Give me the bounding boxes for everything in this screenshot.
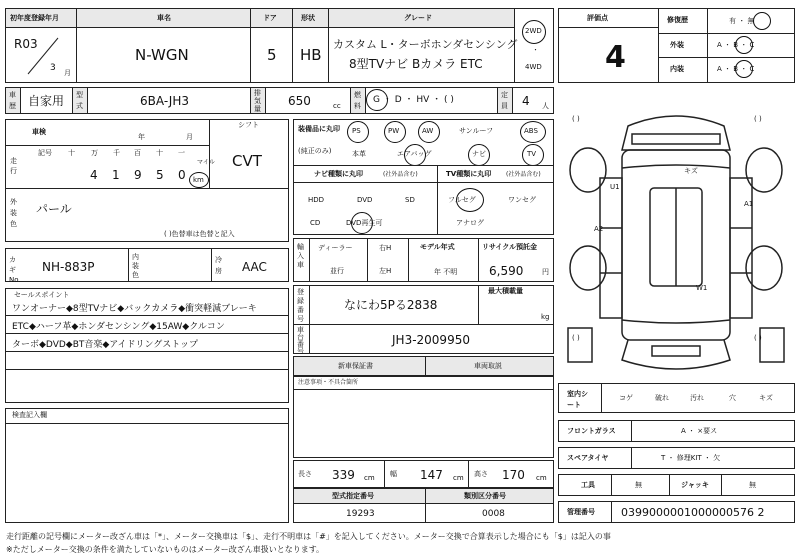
control-row bbox=[558, 501, 795, 523]
shift-label: シフト bbox=[238, 121, 259, 129]
repair-label: 修復歴 bbox=[667, 16, 688, 24]
car-diagram bbox=[558, 88, 795, 380]
class-header bbox=[425, 488, 554, 504]
model-year-label: モデル年式 bbox=[420, 243, 455, 251]
color-cell bbox=[5, 188, 289, 242]
tv-analog: アナログ bbox=[456, 219, 484, 227]
car-diagram-svg bbox=[558, 88, 795, 380]
navi-type-label: ナビ種類に丸印 bbox=[314, 170, 363, 178]
seat-row bbox=[558, 383, 795, 413]
shaken-cell bbox=[5, 119, 210, 146]
grade-cell bbox=[328, 27, 518, 83]
mileage-cell bbox=[5, 145, 215, 189]
seat-option-2: 破れ bbox=[655, 394, 669, 402]
import-dealer: ディーラー bbox=[318, 244, 353, 252]
recycle-value: 6,590 bbox=[489, 264, 524, 278]
repair-none-circle bbox=[753, 12, 771, 30]
sales-point-line-3: ターボ◆DVD◆BT音楽◆アイドリングストップ bbox=[12, 340, 198, 350]
dimensions-row bbox=[293, 460, 554, 488]
first-reg-header bbox=[5, 8, 77, 28]
key-label: カギNo. bbox=[9, 256, 21, 284]
svg-text:( ): ( ) bbox=[572, 115, 580, 123]
equipment-sublabel: (純正のみ) bbox=[298, 147, 332, 155]
mileage-unit-4: 百 bbox=[134, 149, 141, 157]
score-label: 評価点 bbox=[587, 14, 608, 22]
first-reg-month: 3 bbox=[50, 63, 56, 73]
capacity-unit: 人 bbox=[542, 102, 549, 110]
warranty-cell bbox=[293, 356, 426, 376]
manual-cell bbox=[425, 356, 554, 376]
width-unit: cm bbox=[453, 474, 464, 482]
import-label: 輸入車 bbox=[297, 243, 304, 269]
doors-value: 5 bbox=[267, 46, 277, 64]
grade-line1: カスタム L・ターボホンダセンシング bbox=[333, 38, 518, 51]
max-load-unit: kg bbox=[541, 313, 550, 321]
displacement-value: 650 bbox=[288, 94, 311, 108]
model-value: 6BA-JH3 bbox=[140, 94, 190, 108]
interior-scale: A ・ B ・ C bbox=[717, 65, 755, 73]
color-value: パール bbox=[36, 202, 72, 216]
model-header bbox=[72, 87, 88, 114]
sales-points-box bbox=[5, 288, 289, 403]
type-designation-header bbox=[293, 488, 426, 504]
mileage-digit-5: 0 bbox=[178, 168, 186, 182]
score-value: 4 bbox=[605, 40, 626, 75]
tools-label: 工具 bbox=[581, 481, 595, 489]
equip-airbag: エアバッグ bbox=[397, 150, 432, 158]
jack-label: ジャッキ bbox=[681, 481, 709, 489]
spare-label: スペアタイヤ bbox=[567, 454, 609, 462]
recycle-unit: 円 bbox=[542, 268, 549, 276]
fuel-label: 燃料 bbox=[354, 91, 361, 110]
mileage-unit-1: 十 bbox=[68, 149, 75, 157]
mileage-digit-3: 9 bbox=[134, 168, 142, 182]
type-designation-cell bbox=[293, 503, 426, 523]
tv-fullseg: フルセグ bbox=[448, 196, 476, 204]
class-label: 類別区分番号 bbox=[464, 492, 506, 500]
mark-w1: W1 bbox=[696, 284, 708, 292]
mileage-unit-5: 十 bbox=[156, 149, 163, 157]
type-designation-label: 型式指定番号 bbox=[332, 492, 374, 500]
control-label: 管理番号 bbox=[567, 508, 595, 516]
jack-value: 無 bbox=[749, 481, 756, 489]
navi-dvd: DVD bbox=[357, 196, 373, 204]
mileage-km: km bbox=[193, 176, 204, 184]
shaken-label: 車検 bbox=[32, 128, 46, 136]
class-value: 0008 bbox=[482, 509, 505, 519]
shift-value: CVT bbox=[232, 152, 262, 170]
capacity-value: 4 bbox=[522, 94, 530, 108]
mileage-digit-1: 4 bbox=[90, 168, 98, 182]
usage-header bbox=[5, 87, 21, 114]
grade-header bbox=[328, 8, 515, 28]
navi-type-box bbox=[293, 165, 438, 235]
registration-label: 登録番号 bbox=[297, 288, 304, 323]
shape-cell bbox=[292, 27, 329, 83]
mark-a1: A1 bbox=[744, 200, 754, 208]
exterior-scale: A ・ B ・ C bbox=[717, 41, 755, 49]
svg-text:( ): ( ) bbox=[572, 334, 580, 342]
tv-type-sub: (社外品含む) bbox=[506, 171, 541, 178]
mileage-digit-2: 1 bbox=[112, 168, 120, 182]
ac-label: 冷房 bbox=[215, 256, 222, 275]
displacement-label: 排気量 bbox=[254, 89, 261, 113]
length-label: 長さ bbox=[298, 470, 312, 478]
equip-tv: TV bbox=[527, 150, 537, 158]
capacity-header bbox=[497, 87, 513, 114]
sales-point-line-1: ワンオーナー◆8型TVナビ◆バックカメラ◆衝突軽減ブレーキ bbox=[12, 304, 257, 314]
interior-color-label: 内装色 bbox=[132, 253, 139, 279]
first-reg-year: R03 bbox=[14, 37, 38, 51]
car-name-cell bbox=[76, 27, 251, 83]
equip-pw: PW bbox=[388, 127, 400, 135]
month-unit: 月 bbox=[64, 69, 71, 77]
drive-4wd: 4WD bbox=[525, 63, 542, 71]
seat-option-4: 穴 bbox=[729, 394, 736, 402]
caution-label: 注意事項・不具合箇所 bbox=[298, 379, 359, 386]
width-value: 147 bbox=[420, 468, 443, 482]
car-name: N-WGN bbox=[135, 46, 189, 64]
seat-option-3: 汚れ bbox=[690, 394, 704, 402]
height-label: 高さ bbox=[474, 470, 488, 478]
import-right-h: 右H bbox=[379, 244, 392, 252]
windshield-value: A ・ ×要ス bbox=[681, 427, 718, 435]
model-label: 型式 bbox=[76, 91, 83, 110]
sales-point-line-2: ETC◆ハーフ革◆ホンダセンシング◆15AW◆クルコン bbox=[12, 322, 225, 332]
color-note: ( )色替車は色替と記入 bbox=[164, 230, 235, 238]
width-label: 幅 bbox=[390, 470, 397, 478]
footer-line-1: 走行距離の記号欄にメーター改ざん車は「*」、メーター交換車は「$」、走行不明車は「#」を記入してください。メーター交換で合算表示した場合にも「$」は記入の事 bbox=[6, 532, 611, 541]
new-car-warranty: 新車保証書 bbox=[338, 362, 373, 370]
registration-box bbox=[293, 285, 554, 325]
navi-type-sub: (社外品含む) bbox=[383, 171, 418, 178]
tv-type-label: TV種類に丸印 bbox=[446, 170, 492, 178]
mileage-digit-4: 5 bbox=[156, 168, 164, 182]
doors-label: ドア bbox=[263, 14, 277, 22]
mileage-label: 走行 bbox=[10, 157, 17, 175]
doors-header bbox=[250, 8, 293, 28]
grade-line2: 8型TVナビ Bカメラ ETC bbox=[349, 57, 483, 71]
navi-cd: CD bbox=[310, 219, 321, 227]
capacity-label: 定員 bbox=[501, 91, 508, 110]
doors-cell bbox=[250, 27, 293, 83]
import-left-h: 左H bbox=[379, 267, 392, 275]
mileage-unit-2: 万 bbox=[91, 149, 98, 157]
tools-row bbox=[558, 474, 795, 496]
mileage-miles: マイル bbox=[197, 159, 215, 166]
ac-value: AAC bbox=[242, 260, 267, 274]
car-name-label: 車名 bbox=[157, 14, 171, 22]
navi-dvd-play: DVD再生可 bbox=[346, 219, 383, 227]
mileage-unit-0: 記号 bbox=[38, 149, 52, 157]
repair-value: 有 ・ 無 bbox=[729, 17, 755, 25]
first-reg-label: 初年度登録年月 bbox=[10, 14, 59, 22]
seat-option-1: コゲ bbox=[619, 394, 633, 402]
inspector-label: 検査記入欄 bbox=[12, 411, 47, 419]
import-parallel: 並行 bbox=[330, 267, 344, 275]
svg-text:( ): ( ) bbox=[754, 115, 762, 123]
height-unit: cm bbox=[536, 474, 547, 482]
equip-aw: AW bbox=[422, 127, 434, 135]
spare-value: T ・ 修理KIT ・ 欠 bbox=[661, 454, 721, 462]
registration-value: なにわ5Pる2838 bbox=[344, 298, 438, 312]
equip-sunroof: サンルーフ bbox=[459, 127, 494, 135]
mileage-unit-6: 一 bbox=[178, 149, 185, 157]
exterior-label: 外装 bbox=[670, 41, 684, 49]
mileage-unit-3: 千 bbox=[113, 149, 120, 157]
control-value: 0399000001000000576 2 bbox=[621, 506, 765, 519]
tv-type-box bbox=[437, 165, 554, 235]
tools-value: 無 bbox=[635, 481, 642, 489]
class-cell bbox=[425, 503, 554, 523]
first-reg-value-cell bbox=[5, 27, 77, 83]
shape-value: HB bbox=[300, 46, 322, 64]
car-name-header bbox=[76, 8, 251, 28]
interior-label: 内装 bbox=[670, 65, 684, 73]
drive-dot: ・ bbox=[532, 46, 539, 54]
caution-box bbox=[293, 376, 554, 458]
fuel-header bbox=[350, 87, 366, 114]
usage-label: 車歴 bbox=[9, 91, 16, 110]
manual-label: 車両取説 bbox=[474, 362, 502, 370]
equipment-label: 装備品に丸印 bbox=[298, 125, 340, 133]
chassis-label: 車台番号 bbox=[297, 326, 304, 355]
import-box bbox=[293, 238, 554, 282]
recycle-label: リサイクル預託金 bbox=[482, 243, 538, 251]
shape-header bbox=[292, 8, 329, 28]
equip-abs: ABS bbox=[524, 127, 538, 135]
navi-hdd: HDD bbox=[308, 196, 325, 204]
score-box bbox=[558, 8, 795, 83]
type-designation-value: 19293 bbox=[346, 509, 375, 519]
fuel-options: G ・ D ・ HV ・ ( ) bbox=[373, 95, 454, 105]
inspector-box bbox=[5, 408, 289, 523]
mark-u1: U1 bbox=[610, 183, 620, 191]
seat-label: 室内シート bbox=[567, 390, 588, 409]
windshield-label: フロントガラス bbox=[567, 427, 616, 435]
length-unit: cm bbox=[364, 474, 375, 482]
drive-2wd: 2WD bbox=[525, 27, 542, 35]
footer-line-2: ※ただしメーター交換の条件を満たしていないものはメーター改ざん車扱いとなります。 bbox=[6, 545, 325, 554]
equipment-box bbox=[293, 119, 554, 166]
chassis-box bbox=[293, 324, 554, 354]
key-row bbox=[5, 248, 289, 282]
sales-points-label: セールスポイント bbox=[14, 291, 70, 299]
navi-sd: SD bbox=[405, 196, 415, 204]
usage-value: 自家用 bbox=[28, 94, 65, 108]
svg-text:( ): ( ) bbox=[754, 334, 762, 342]
displacement-header bbox=[250, 87, 266, 114]
shaken-month: 月 bbox=[186, 133, 193, 141]
grade-label: グレード bbox=[404, 14, 432, 22]
shaken-year: 年 bbox=[138, 133, 145, 141]
max-load-label: 最大積載量 bbox=[488, 287, 523, 295]
mark-a2: A2 bbox=[594, 225, 604, 233]
windshield-row bbox=[558, 420, 795, 442]
length-value: 339 bbox=[332, 468, 355, 482]
spare-row bbox=[558, 447, 795, 469]
drive-cell bbox=[514, 8, 554, 83]
tv-oneseg: ワンセグ bbox=[508, 196, 536, 204]
color-label: 外装色 bbox=[10, 198, 17, 228]
height-value: 170 bbox=[502, 468, 525, 482]
chassis-value: JH3-2009950 bbox=[392, 333, 470, 347]
key-value: NH-883P bbox=[42, 260, 95, 274]
equip-navi: ナビ bbox=[472, 150, 486, 158]
shape-label: 形状 bbox=[301, 14, 315, 22]
shift-cell bbox=[209, 119, 289, 189]
seat-option-5: キズ bbox=[759, 394, 773, 402]
equip-leather: 本革 bbox=[352, 150, 366, 158]
displacement-unit: cc bbox=[333, 102, 341, 110]
model-year-value: 年 不明 bbox=[434, 268, 458, 276]
mark-kizu: キズ bbox=[684, 167, 698, 175]
equip-ps: PS bbox=[352, 127, 361, 135]
